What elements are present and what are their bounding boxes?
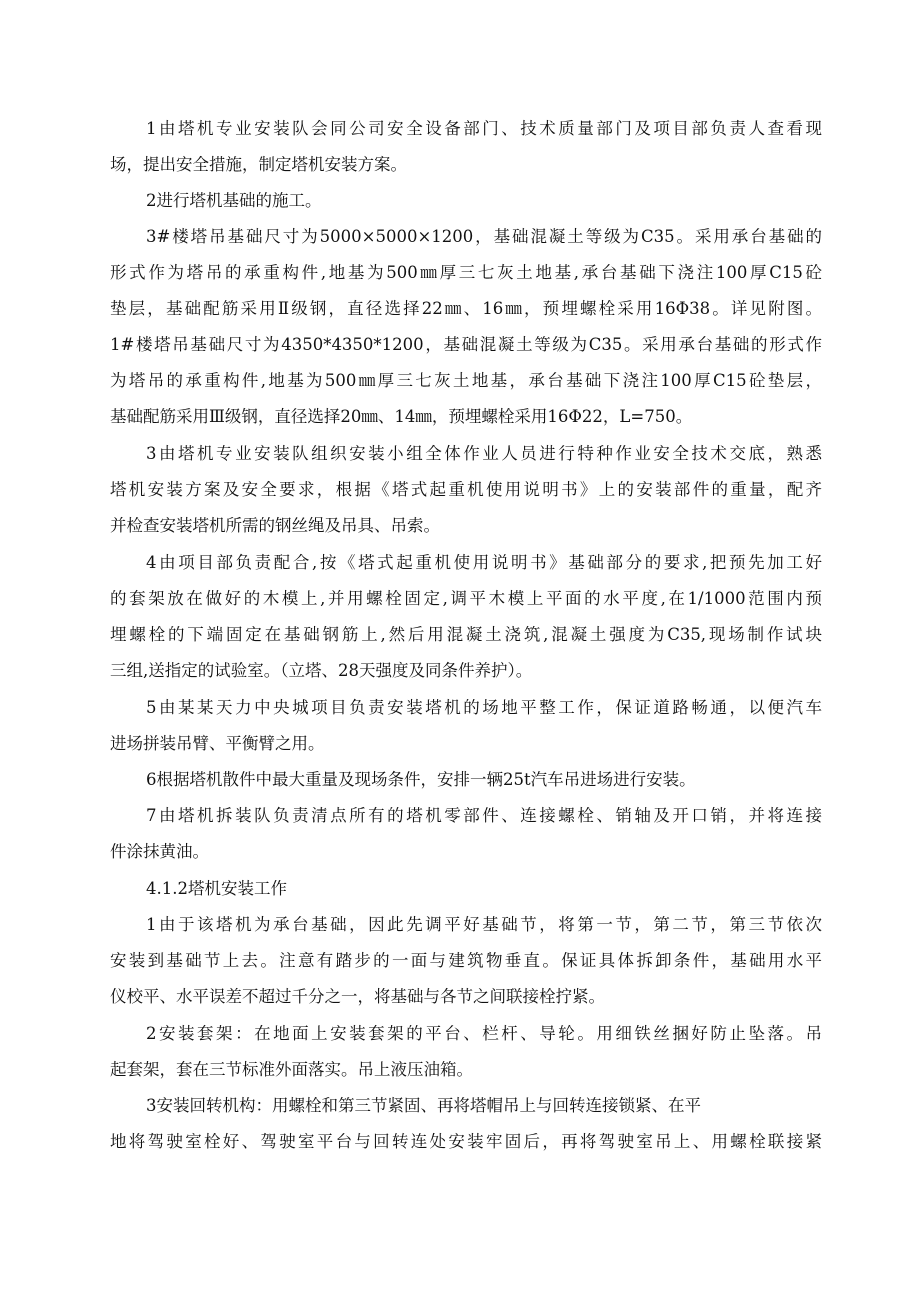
paragraph-line: 起套架，套在三节标准外面落实。吊上液压油箱。 [110,1060,473,1079]
paragraph-line: 5由某某天力中央城项目负责安装塔机的场地平整工作，保证道路畅通，以便汽车 [146,698,822,717]
paragraph-line: 1由于该塔机为承台基础，因此先调平好基础节，将第一节，第二节，第三节依次 [146,915,822,934]
paragraph-line: 6根据塔机散件中最大重量及现场条件，安排一辆25t汽车吊进场进行安装。 [146,770,696,789]
paragraph-line: 塔机安装方案及安全要求，根据《塔式起重机使用说明书》上的安装部件的重量，配齐 [110,480,822,499]
paragraph-line: 仪校平、水平误差不超过千分之一，将基础与各节之间联接栓拧紧。 [110,987,605,1006]
paragraph-line: 基础配筋采用Ⅲ级钢，直径选择20㎜、14㎜，预埋螺栓采用16Φ22，L=750。 [110,407,693,426]
paragraph-line: 件涂抹黄油。 [110,842,209,861]
paragraph-line: 7由塔机拆装队负责清点所有的塔机零部件、连接螺栓、销轴及开口销，并将连接 [146,806,822,825]
paragraph-line: 形式作为塔吊的承重构件,地基为500㎜厚三七灰土地基,承台基础下浇注100厚C15砼 [110,263,822,282]
section-heading: 4.1.2塔机安装工作 [146,879,287,898]
paragraph-line: 地将驾驶室栓好、驾驶室平台与回转连处安装牢固后，再将驾驶室吊上、用螺栓联接紧 [110,1132,822,1151]
paragraph-line: 3安装回转机构：用螺栓和第三节紧固、再将塔帽吊上与回转连接锁紧、在平 [146,1096,701,1115]
paragraph-line: 1#楼塔吊基础尺寸为4350*4350*1200，基础混凝土等级为C35。采用承台基础的形式作 [110,335,822,354]
paragraph-line: 为塔吊的承重构件,地基为500㎜厚三七灰土地基，承台基础下浇注100厚C15砼垫层， [110,371,822,390]
paragraph-line: 2进行塔机基础的施工。 [146,191,322,210]
paragraph-line: 并检查安装塔机所需的钢丝绳及吊具、吊索。 [110,516,440,535]
paragraph-line: 3#楼塔吊基础尺寸为5000×5000×1200，基础混凝土等级为C35。采用承台基础的 [146,227,822,246]
paragraph-line: 1由塔机专业安装队会同公司安全设备部门、技术质量部门及项目部负责人查看现 [146,119,822,138]
paragraph-line: 埋螺栓的下端固定在基础钢筋上,然后用混凝土浇筑,混凝土强度为C35,现场制作试块 [110,625,822,644]
paragraph-line: 场，提出安全措施，制定塔机安装方案。 [110,155,407,174]
paragraph-line: 3由塔机专业安装队组织安装小组全体作业人员进行特种作业安全技术交底，熟悉 [146,444,822,463]
paragraph-line: 的套架放在做好的木模上,并用螺栓固定,调平木模上平面的水平度,在1/1000范围内预 [110,589,822,608]
paragraph-line: 4由项目部负责配合,按《塔式起重机使用说明书》基础部分的要求,把预先加工好 [146,553,822,572]
paragraph-line: 垫层，基础配筋采用Ⅱ级钢，直径选择22㎜、16㎜，预埋螺栓采用16Φ38。详见附图。 [110,299,822,318]
paragraph-line: 安装到基础节上去。注意有踏步的一面与建筑物垂直。保证具体拆卸条件，基础用水平 [110,951,822,970]
paragraph-line: 进场拼装吊臂、平衡臂之用。 [110,734,325,753]
paragraph-line: 2安装套架：在地面上安装套架的平台、栏杆、导轮。用细铁丝捆好防止坠落。吊 [146,1024,822,1043]
paragraph-line: 三组,送指定的试验室。（立塔、28天强度及同条件养护）。 [110,661,533,680]
